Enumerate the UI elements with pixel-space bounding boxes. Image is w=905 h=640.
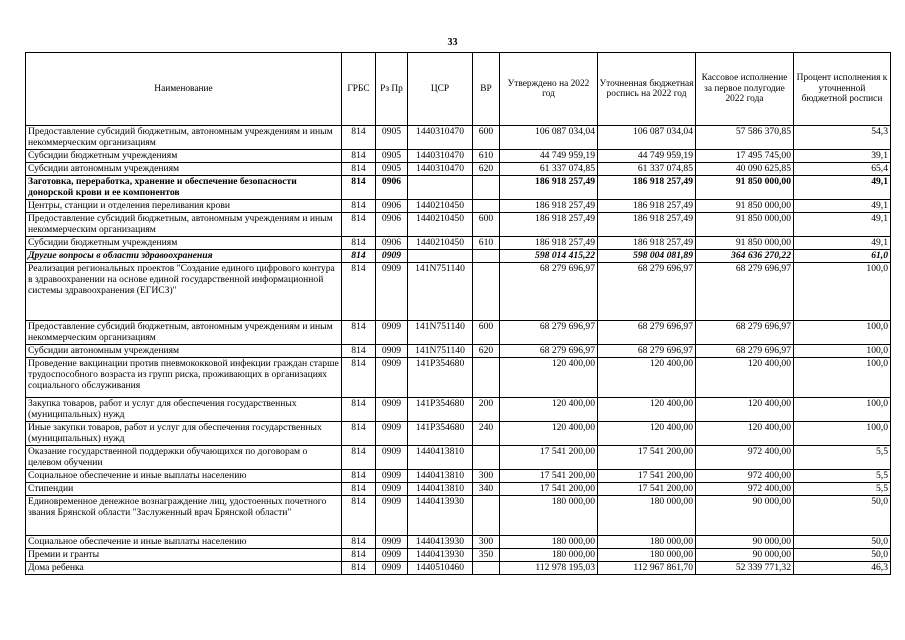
row-cash: 972 400,00 <box>696 446 794 470</box>
row-name: Субсидии автономным учреждениям <box>26 345 342 358</box>
table-row <box>26 345 891 358</box>
row-refined: 112 967 861,70 <box>598 562 696 575</box>
row-approved: 180 000,00 <box>500 549 598 562</box>
table-row <box>26 496 891 536</box>
row-name: Предоставление субсидий бюджетным, автономным учреждениям и иным некоммерческим организациям <box>26 321 342 345</box>
row-cash: 68 279 696,97 <box>696 263 794 321</box>
table-row <box>26 549 891 562</box>
row-csr <box>408 176 473 200</box>
row-rzpr: 0905 <box>376 150 408 163</box>
row-percent: 100,0 <box>794 422 891 446</box>
row-vr: 600 <box>473 321 500 345</box>
row-vr: 620 <box>473 345 500 358</box>
row-refined: 180 000,00 <box>598 549 696 562</box>
table-row <box>26 358 891 398</box>
row-cash: 972 400,00 <box>696 483 794 496</box>
row-grbs: 814 <box>342 483 376 496</box>
row-rzpr: 0906 <box>376 237 408 250</box>
row-cash: 120 400,00 <box>696 398 794 422</box>
row-vr: 600 <box>473 126 500 150</box>
table-row <box>26 176 891 200</box>
row-percent: 50,0 <box>794 549 891 562</box>
row-name: Стипендии <box>26 483 342 496</box>
row-rzpr: 0909 <box>376 358 408 398</box>
row-percent: 49,1 <box>794 200 891 213</box>
row-refined: 61 337 074,85 <box>598 163 696 176</box>
row-vr <box>473 176 500 200</box>
row-approved: 61 337 074,85 <box>500 163 598 176</box>
row-percent: 49,1 <box>794 213 891 237</box>
row-cash: 972 400,00 <box>696 470 794 483</box>
row-vr: 350 <box>473 549 500 562</box>
row-grbs: 814 <box>342 446 376 470</box>
row-csr: 1440413930 <box>408 549 473 562</box>
table-body <box>26 126 891 575</box>
row-rzpr: 0906 <box>376 213 408 237</box>
row-rzpr: 0909 <box>376 562 408 575</box>
row-csr: 1440413930 <box>408 496 473 536</box>
row-refined: 120 400,00 <box>598 358 696 398</box>
row-cash: 68 279 696,97 <box>696 345 794 358</box>
row-name: Иные закупки товаров, работ и услуг для обеспечения государственных (муниципальных) нужд <box>26 422 342 446</box>
row-vr: 240 <box>473 422 500 446</box>
row-percent: 49,1 <box>794 237 891 250</box>
row-grbs: 814 <box>342 213 376 237</box>
row-cash: 91 850 000,00 <box>696 176 794 200</box>
table-row <box>26 237 891 250</box>
row-csr: 141N751140 <box>408 345 473 358</box>
row-approved: 186 918 257,49 <box>500 237 598 250</box>
row-csr: 1440310470 <box>408 163 473 176</box>
row-approved: 106 087 034,04 <box>500 126 598 150</box>
row-cash: 91 850 000,00 <box>696 213 794 237</box>
row-rzpr: 0909 <box>376 446 408 470</box>
row-rzpr: 0905 <box>376 163 408 176</box>
table-row <box>26 200 891 213</box>
row-vr: 610 <box>473 237 500 250</box>
row-approved: 120 400,00 <box>500 422 598 446</box>
header-csr: ЦСР <box>408 53 473 126</box>
row-rzpr: 0906 <box>376 176 408 200</box>
row-approved: 112 978 195,03 <box>500 562 598 575</box>
row-approved: 17 541 200,00 <box>500 470 598 483</box>
table-row <box>26 263 891 321</box>
row-name: Заготовка, переработка, хранение и обеспечение безопасности донорской крови и ее компонентов <box>26 176 342 200</box>
row-grbs: 814 <box>342 126 376 150</box>
table-row <box>26 250 891 263</box>
row-percent: 50,0 <box>794 536 891 549</box>
budget-table <box>25 52 891 575</box>
row-name: Социальное обеспечение и иные выплаты населению <box>26 470 342 483</box>
row-grbs: 814 <box>342 150 376 163</box>
row-csr <box>408 250 473 263</box>
table-row <box>26 321 891 345</box>
row-percent: 65,4 <box>794 163 891 176</box>
row-refined: 186 918 257,49 <box>598 213 696 237</box>
row-refined: 120 400,00 <box>598 422 696 446</box>
row-name: Закупка товаров, работ и услуг для обеспечения государственных (муниципальных) нужд <box>26 398 342 422</box>
row-grbs: 814 <box>342 176 376 200</box>
table-row <box>26 163 891 176</box>
row-approved: 44 749 959,19 <box>500 150 598 163</box>
row-cash: 91 850 000,00 <box>696 200 794 213</box>
row-rzpr: 0909 <box>376 549 408 562</box>
header-grbs: ГРБС <box>342 53 376 126</box>
row-vr: 300 <box>473 470 500 483</box>
row-approved: 180 000,00 <box>500 536 598 549</box>
row-refined: 598 004 081,89 <box>598 250 696 263</box>
header-row <box>26 53 891 126</box>
row-vr <box>473 358 500 398</box>
row-percent: 100,0 <box>794 263 891 321</box>
row-cash: 90 000,00 <box>696 549 794 562</box>
row-name: Дома ребенка <box>26 562 342 575</box>
header-refined: Уточненная бюджетная роспись на 2022 год <box>598 53 696 126</box>
row-cash: 120 400,00 <box>696 358 794 398</box>
row-csr: 1440210450 <box>408 213 473 237</box>
row-csr: 1440413810 <box>408 470 473 483</box>
row-csr: 141P354680 <box>408 358 473 398</box>
row-cash: 91 850 000,00 <box>696 237 794 250</box>
row-name: Проведение вакцинации против пневмококковой инфекции граждан старше трудоспособного возраста из групп риска, проживающих в организациях социального обслуживания <box>26 358 342 398</box>
row-csr: 141P354680 <box>408 398 473 422</box>
row-percent: 100,0 <box>794 321 891 345</box>
row-approved: 598 014 415,22 <box>500 250 598 263</box>
row-name: Субсидии автономным учреждениям <box>26 163 342 176</box>
row-csr: 141N751140 <box>408 321 473 345</box>
row-percent: 54,3 <box>794 126 891 150</box>
row-rzpr: 0909 <box>376 422 408 446</box>
row-refined: 186 918 257,49 <box>598 200 696 213</box>
row-vr: 610 <box>473 150 500 163</box>
table-row <box>26 536 891 549</box>
row-name: Другие вопросы в области здравоохранения <box>26 250 342 263</box>
row-csr: 1440413810 <box>408 446 473 470</box>
row-rzpr: 0909 <box>376 496 408 536</box>
row-approved: 186 918 257,49 <box>500 176 598 200</box>
row-approved: 17 541 200,00 <box>500 446 598 470</box>
row-vr: 300 <box>473 536 500 549</box>
row-vr <box>473 496 500 536</box>
row-rzpr: 0906 <box>376 200 408 213</box>
row-rzpr: 0909 <box>376 250 408 263</box>
row-percent: 5,5 <box>794 470 891 483</box>
table-row <box>26 422 891 446</box>
row-percent: 39,1 <box>794 150 891 163</box>
row-percent: 61,0 <box>794 250 891 263</box>
row-rzpr: 0909 <box>376 263 408 321</box>
header-rzpr: Рз Пр <box>376 53 408 126</box>
row-refined: 186 918 257,49 <box>598 237 696 250</box>
row-approved: 180 000,00 <box>500 496 598 536</box>
row-name: Предоставление субсидий бюджетным, автономным учреждениям и иным некоммерческим организациям <box>26 126 342 150</box>
row-refined: 68 279 696,97 <box>598 345 696 358</box>
row-grbs: 814 <box>342 562 376 575</box>
header-approved: Утверждено на 2022 год <box>500 53 598 126</box>
row-cash: 17 495 745,00 <box>696 150 794 163</box>
row-refined: 68 279 696,97 <box>598 321 696 345</box>
table-row <box>26 398 891 422</box>
row-percent: 100,0 <box>794 358 891 398</box>
row-vr <box>473 263 500 321</box>
row-refined: 17 541 200,00 <box>598 483 696 496</box>
row-vr <box>473 562 500 575</box>
row-csr: 1440310470 <box>408 126 473 150</box>
row-rzpr: 0909 <box>376 321 408 345</box>
row-approved: 120 400,00 <box>500 398 598 422</box>
row-rzpr: 0909 <box>376 398 408 422</box>
row-cash: 52 339 771,32 <box>696 562 794 575</box>
row-cash: 364 636 270,22 <box>696 250 794 263</box>
row-csr: 141N751140 <box>408 263 473 321</box>
row-rzpr: 0909 <box>376 483 408 496</box>
row-rzpr: 0909 <box>376 470 408 483</box>
row-refined: 17 541 200,00 <box>598 470 696 483</box>
row-percent: 100,0 <box>794 398 891 422</box>
row-refined: 68 279 696,97 <box>598 263 696 321</box>
row-grbs: 814 <box>342 345 376 358</box>
header-vr: ВР <box>473 53 500 126</box>
row-approved: 120 400,00 <box>500 358 598 398</box>
row-vr <box>473 250 500 263</box>
row-name: Реализация региональных проектов "Создание единого цифрового контура в здравоохранении на основе единой государственной информационной системы здравоохранения (ЕГИСЗ)" <box>26 263 342 321</box>
row-csr: 141P354680 <box>408 422 473 446</box>
row-grbs: 814 <box>342 536 376 549</box>
row-name: Оказание государственной поддержки обучающихся по договорам о целевом обучении <box>26 446 342 470</box>
row-grbs: 814 <box>342 496 376 536</box>
row-approved: 68 279 696,97 <box>500 321 598 345</box>
row-grbs: 814 <box>342 470 376 483</box>
row-refined: 17 541 200,00 <box>598 446 696 470</box>
row-vr: 200 <box>473 398 500 422</box>
row-grbs: 814 <box>342 549 376 562</box>
row-vr <box>473 446 500 470</box>
row-vr: 340 <box>473 483 500 496</box>
row-approved: 186 918 257,49 <box>500 213 598 237</box>
row-vr: 620 <box>473 163 500 176</box>
row-grbs: 814 <box>342 250 376 263</box>
row-cash: 57 586 370,85 <box>696 126 794 150</box>
row-percent: 50,0 <box>794 496 891 536</box>
row-refined: 120 400,00 <box>598 398 696 422</box>
row-grbs: 814 <box>342 163 376 176</box>
row-percent: 5,5 <box>794 446 891 470</box>
row-percent: 100,0 <box>794 345 891 358</box>
header-cash: Кассовое исполнение за первое полугодие 2022 года <box>696 53 794 126</box>
row-percent: 46,3 <box>794 562 891 575</box>
row-vr: 600 <box>473 213 500 237</box>
row-refined: 180 000,00 <box>598 536 696 549</box>
row-grbs: 814 <box>342 358 376 398</box>
row-refined: 106 087 034,04 <box>598 126 696 150</box>
row-cash: 120 400,00 <box>696 422 794 446</box>
row-grbs: 814 <box>342 263 376 321</box>
table-row <box>26 150 891 163</box>
table-row <box>26 213 891 237</box>
row-cash: 68 279 696,97 <box>696 321 794 345</box>
row-cash: 40 090 625,85 <box>696 163 794 176</box>
row-name: Социальное обеспечение и иные выплаты населению <box>26 536 342 549</box>
table-row <box>26 562 891 575</box>
row-csr: 1440413810 <box>408 483 473 496</box>
row-rzpr: 0909 <box>376 345 408 358</box>
row-refined: 180 000,00 <box>598 496 696 536</box>
row-csr: 1440310470 <box>408 150 473 163</box>
row-name: Единовременное денежное вознаграждение лиц, удостоенных почетного звания Брянской области "Заслуженный врач Брянской области" <box>26 496 342 536</box>
header-percent: Процент исполнения к уточненной бюджетной росписи <box>794 53 891 126</box>
page-number: 33 <box>447 37 458 48</box>
row-csr: 1440413930 <box>408 536 473 549</box>
table-row <box>26 446 891 470</box>
row-refined: 186 918 257,49 <box>598 176 696 200</box>
row-rzpr: 0905 <box>376 126 408 150</box>
table-row <box>26 126 891 150</box>
row-percent: 5,5 <box>794 483 891 496</box>
table-row <box>26 470 891 483</box>
row-cash: 90 000,00 <box>696 496 794 536</box>
row-percent: 49,1 <box>794 176 891 200</box>
row-name: Центры, станции и отделения переливания крови <box>26 200 342 213</box>
row-name: Предоставление субсидий бюджетным, автономным учреждениям и иным некоммерческим организациям <box>26 213 342 237</box>
row-csr: 1440210450 <box>408 237 473 250</box>
row-approved: 17 541 200,00 <box>500 483 598 496</box>
row-grbs: 814 <box>342 321 376 345</box>
row-vr <box>473 200 500 213</box>
header-name: Наименование <box>26 53 342 126</box>
row-refined: 44 749 959,19 <box>598 150 696 163</box>
row-approved: 68 279 696,97 <box>500 345 598 358</box>
row-grbs: 814 <box>342 422 376 446</box>
row-grbs: 814 <box>342 200 376 213</box>
row-csr: 1440510460 <box>408 562 473 575</box>
row-name: Субсидии бюджетным учреждениям <box>26 237 342 250</box>
row-approved: 186 918 257,49 <box>500 200 598 213</box>
row-grbs: 814 <box>342 398 376 422</box>
row-csr: 1440210450 <box>408 200 473 213</box>
row-grbs: 814 <box>342 237 376 250</box>
row-rzpr: 0909 <box>376 536 408 549</box>
row-name: Субсидии бюджетным учреждениям <box>26 150 342 163</box>
row-cash: 90 000,00 <box>696 536 794 549</box>
table-row <box>26 483 891 496</box>
row-name: Премии и гранты <box>26 549 342 562</box>
row-approved: 68 279 696,97 <box>500 263 598 321</box>
